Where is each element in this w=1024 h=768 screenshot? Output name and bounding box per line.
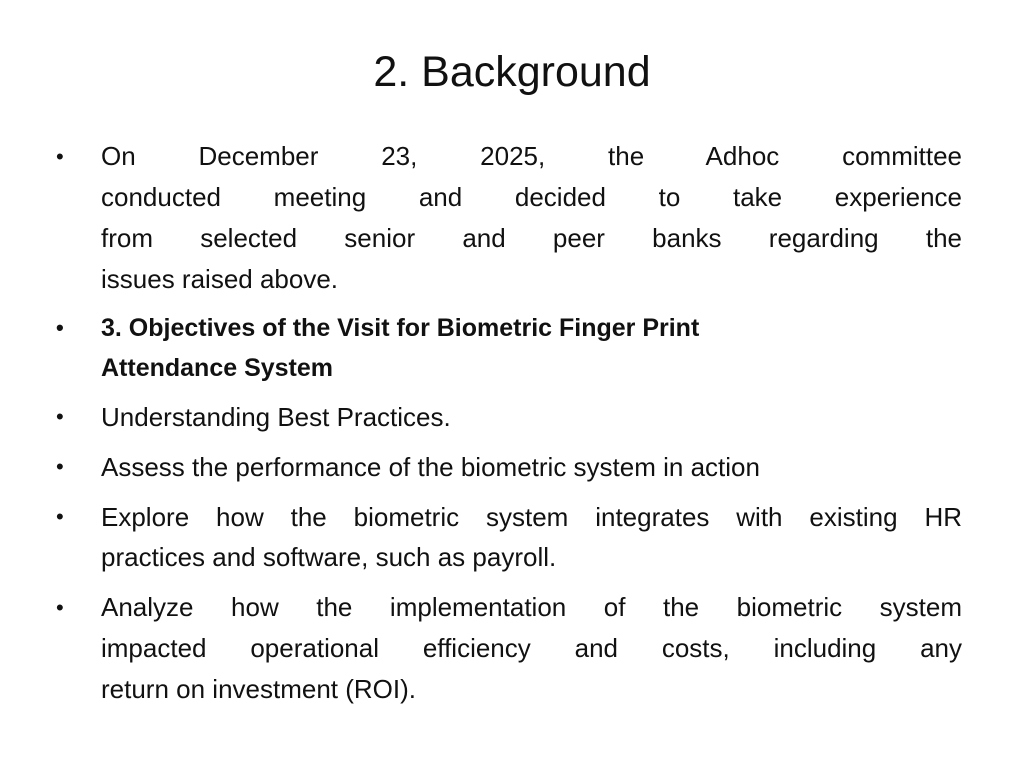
bullet-icon: •	[56, 454, 64, 479]
bullet-item-objectives-heading	[56, 308, 962, 388]
bullet-item-background	[56, 136, 962, 300]
bullet-icon: •	[56, 504, 64, 529]
bullet-icon: •	[56, 144, 64, 169]
text-line: Explore how the biometric system integrates with existing HR	[101, 502, 962, 532]
text-line: Assess the performance of the biometric system in action	[101, 452, 760, 482]
text-line: impacted operational efficiency and costs, including any	[101, 633, 962, 663]
text-line: practices and software, such as payroll.	[101, 542, 557, 572]
bullet-item-best-practices	[56, 397, 962, 437]
bullet-item-assess-performance	[56, 447, 962, 487]
bullet-item-analyze-implementation	[56, 587, 962, 710]
text-line: Attendance System	[101, 354, 334, 382]
text-line: issues raised above.	[101, 264, 339, 294]
text-line: return on investment (ROI).	[101, 674, 416, 704]
text-line: On December 23, 2025, the Adhoc committee	[101, 141, 962, 171]
text-line: conducted meeting and decided to take experience	[101, 182, 962, 212]
bullet-item-explore-integration	[56, 497, 962, 577]
text-line: 3. Objectives of the Visit for Biometric Finger Print	[101, 314, 700, 342]
text-line: Analyze how the implementation of the biometric system	[101, 592, 962, 622]
bullet-icon: •	[56, 315, 64, 340]
text-line: from selected senior and peer banks regarding the	[101, 223, 962, 253]
bullet-icon: •	[56, 595, 64, 620]
slide-title: 2. Background	[373, 48, 651, 96]
bullet-icon: •	[56, 404, 64, 429]
text-line: Understanding Best Practices.	[101, 402, 451, 432]
